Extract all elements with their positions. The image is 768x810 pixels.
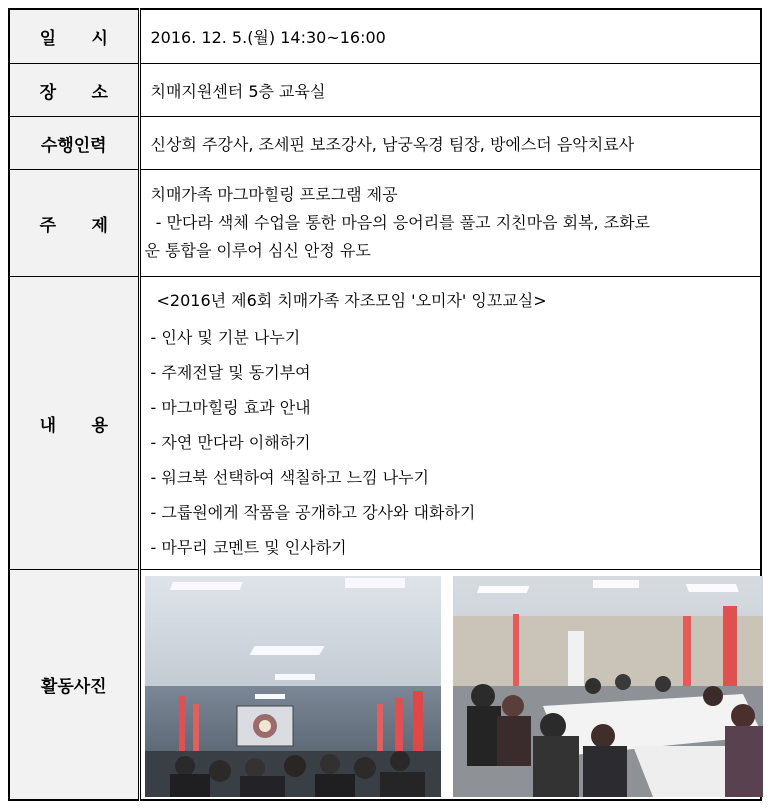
photos-cell <box>139 570 761 801</box>
content-item: - 마무리 코멘트 및 인사하기 <box>150 537 347 557</box>
staff-value: 신상희 주강사, 조세핀 보조강사, 남궁옥경 팀장, 방에스더 음악치료사 <box>139 117 761 170</box>
staff-label: 수행인력 <box>9 117 139 170</box>
place-label: 장 소 <box>9 64 139 117</box>
content-item: - 워크북 선택하여 색칠하고 느낌 나누기 <box>150 467 429 487</box>
date-label: 일 시 <box>9 9 139 64</box>
report-table <box>8 8 762 801</box>
topic-row <box>9 170 761 277</box>
content-row <box>9 277 761 570</box>
date-row <box>9 9 761 64</box>
place-value: 치매지원센터 5층 교육실 <box>139 64 761 117</box>
activity-photo-2 <box>453 576 763 797</box>
content-cell <box>139 277 761 570</box>
place-row <box>9 64 761 117</box>
content-item: - 주제전달 및 동기부여 <box>150 362 311 382</box>
content-title: <2016년 제6회 치매가족 자조모임 '오미자' 잉꼬교실> <box>156 290 547 310</box>
content-item: - 자연 만다라 이해하기 <box>150 432 311 452</box>
content-item: - 인사 및 기분 나누기 <box>150 327 301 347</box>
photos-label: 활동사진 <box>9 570 139 801</box>
content-item: - 그룹원에게 작품을 공개하고 강사와 대화하기 <box>150 502 476 522</box>
content-item: - 마그마힐링 효과 안내 <box>150 397 311 417</box>
topic-label: 주 제 <box>9 170 139 277</box>
staff-row <box>9 117 761 170</box>
date-value: 2016. 12. 5.(월) 14:30~16:00 <box>139 9 761 64</box>
photos-row <box>9 570 761 801</box>
activity-photo-1 <box>145 576 441 797</box>
content-label: 내 용 <box>9 277 139 570</box>
topic-cell <box>139 170 761 277</box>
topic-line: 운 통합을 이루어 심신 안정 유도 <box>144 241 371 260</box>
topic-line: - 만다라 색체 수업을 통한 마음의 응어리를 풀고 지친마음 회복, 조화로 <box>150 213 651 232</box>
topic-line: 치매가족 마그마힐링 프로그램 제공 <box>150 185 398 204</box>
